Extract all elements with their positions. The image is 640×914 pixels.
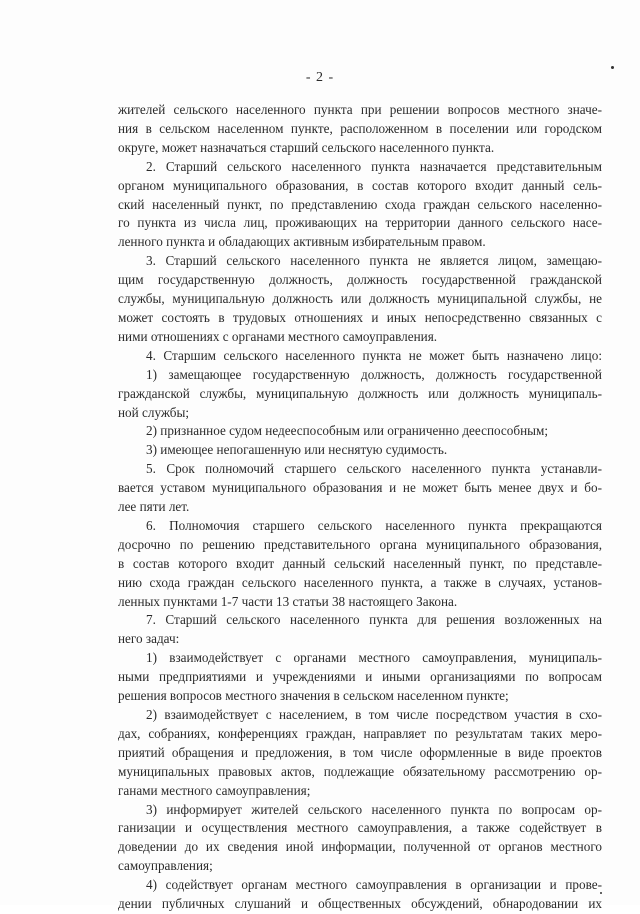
text-line: ленных пунктами 1-7 части 13 статьи 38 настоящего Закона. xyxy=(118,593,458,609)
text-line: 7. Старший сельского населенного пункта для решения возложенных на xyxy=(146,612,602,628)
text-line: 4. Старшим сельского населенного пункта не может быть назначено лицо: xyxy=(146,347,602,363)
text-line: может состоять в трудовых отношениях и иных непосредственно связанных с xyxy=(118,309,602,325)
text-line: 2) признанное судом недееспособным или ограниченно дееспособным; xyxy=(146,423,549,439)
text-line: округе, может назначаться старший сельского населенного пункта. xyxy=(118,139,495,155)
text-line: щим государственную должность, должность государственной гражданской xyxy=(118,272,602,288)
text-line: в состав которого входит данный сельский населенный пункт, по представле- xyxy=(118,555,602,571)
text-line: 2. Старший сельского населенного пункта назначается представительным xyxy=(146,158,602,174)
text-line: 2) взаимодействует с населением, в том числе посредством участия в схо- xyxy=(146,707,602,722)
text-line: 1) замещающее государственную должность, должность государственной xyxy=(146,366,602,382)
text-line: ганами местного самоуправления; xyxy=(118,782,311,798)
text-line: ной службы; xyxy=(118,404,190,420)
text-line: приятий обращения и предложения, в том числе оформленные в виде проектов xyxy=(118,744,602,760)
text-line: вается уставом муниципального образования и не может быть менее двух и бо- xyxy=(118,480,602,496)
text-line: 3. Старший сельского населенного пункта не является лицом, замещаю- xyxy=(146,253,602,269)
text-line: 4) содействует органам местного самоуправления в организации и прове- xyxy=(146,877,602,893)
text-line: досрочно по решению представительного органа муниципального образования, xyxy=(118,536,602,552)
text-line: ский населенный пункт, по представлению схода граждан сельского населенно- xyxy=(118,196,602,212)
text-line: лее пяти лет. xyxy=(118,499,190,515)
page-number: - 2 - xyxy=(305,70,335,85)
scan-speck xyxy=(600,892,602,894)
text-line: нию схода граждан сельского населенного пункта, а также в случаях, установ- xyxy=(118,574,602,590)
text-line: ленного пункта и обладающих активным избирательным правом. xyxy=(118,234,486,250)
text-line: муниципальных правовых актов, подлежащие обязательному рассмотрению ор- xyxy=(118,763,602,779)
text-line: 6. Полномочия старшего сельского населенного пункта прекращаются xyxy=(146,517,602,533)
document-body xyxy=(118,101,602,914)
text-line: ганизации и осуществления местного самоуправления, а также содействует в xyxy=(118,820,602,836)
text-line: го пункта из числа лиц, проживающих на территории данного сельского насе- xyxy=(118,215,602,231)
text-line: доведении до их сведения иной информации, полученной от органов местного xyxy=(118,839,602,855)
text-line: ными предприятиями и учреждениями и иными организациями по вопросам xyxy=(118,669,602,685)
text-line: 3) имеющее непогашенную или неснятую судимость. xyxy=(146,442,448,458)
text-line: гражданской службы, муниципальную должность или должность муниципаль- xyxy=(118,385,602,401)
scan-speck xyxy=(611,66,614,69)
text-line: решения вопросов местного значения в сельском населенном пункте; xyxy=(118,688,509,704)
text-line: дении публичных слушаний и общественных обсуждений, обнародовании их xyxy=(118,896,602,912)
text-line: 3) информирует жителей сельского населенного пункта по вопросам ор- xyxy=(146,801,602,817)
text-line: него задач: xyxy=(118,631,180,647)
text-line: самоуправления; xyxy=(118,858,213,874)
text-line: жителей сельского населенного пункта при решении вопросов местного значе- xyxy=(118,102,602,117)
text-line: дах, собраниях, конференциях граждан, направляет по результатам таких меро- xyxy=(118,725,602,741)
text-line: службы, муниципальную должность или должность муниципальной службы, не xyxy=(118,291,602,307)
text-line: органом муниципального образования, в состав которого входит данный сель- xyxy=(118,177,602,193)
text-line: 5. Срок полномочий старшего сельского населенного пункта устанавли- xyxy=(146,461,602,477)
text-line: ними отношениях с органами местного самоуправления. xyxy=(118,328,438,344)
text-line: ния в сельском населенном пункте, расположенном в поселении или городском xyxy=(118,120,602,136)
text-line: 1) взаимодействует с органами местного самоуправления, муниципаль- xyxy=(146,650,602,666)
